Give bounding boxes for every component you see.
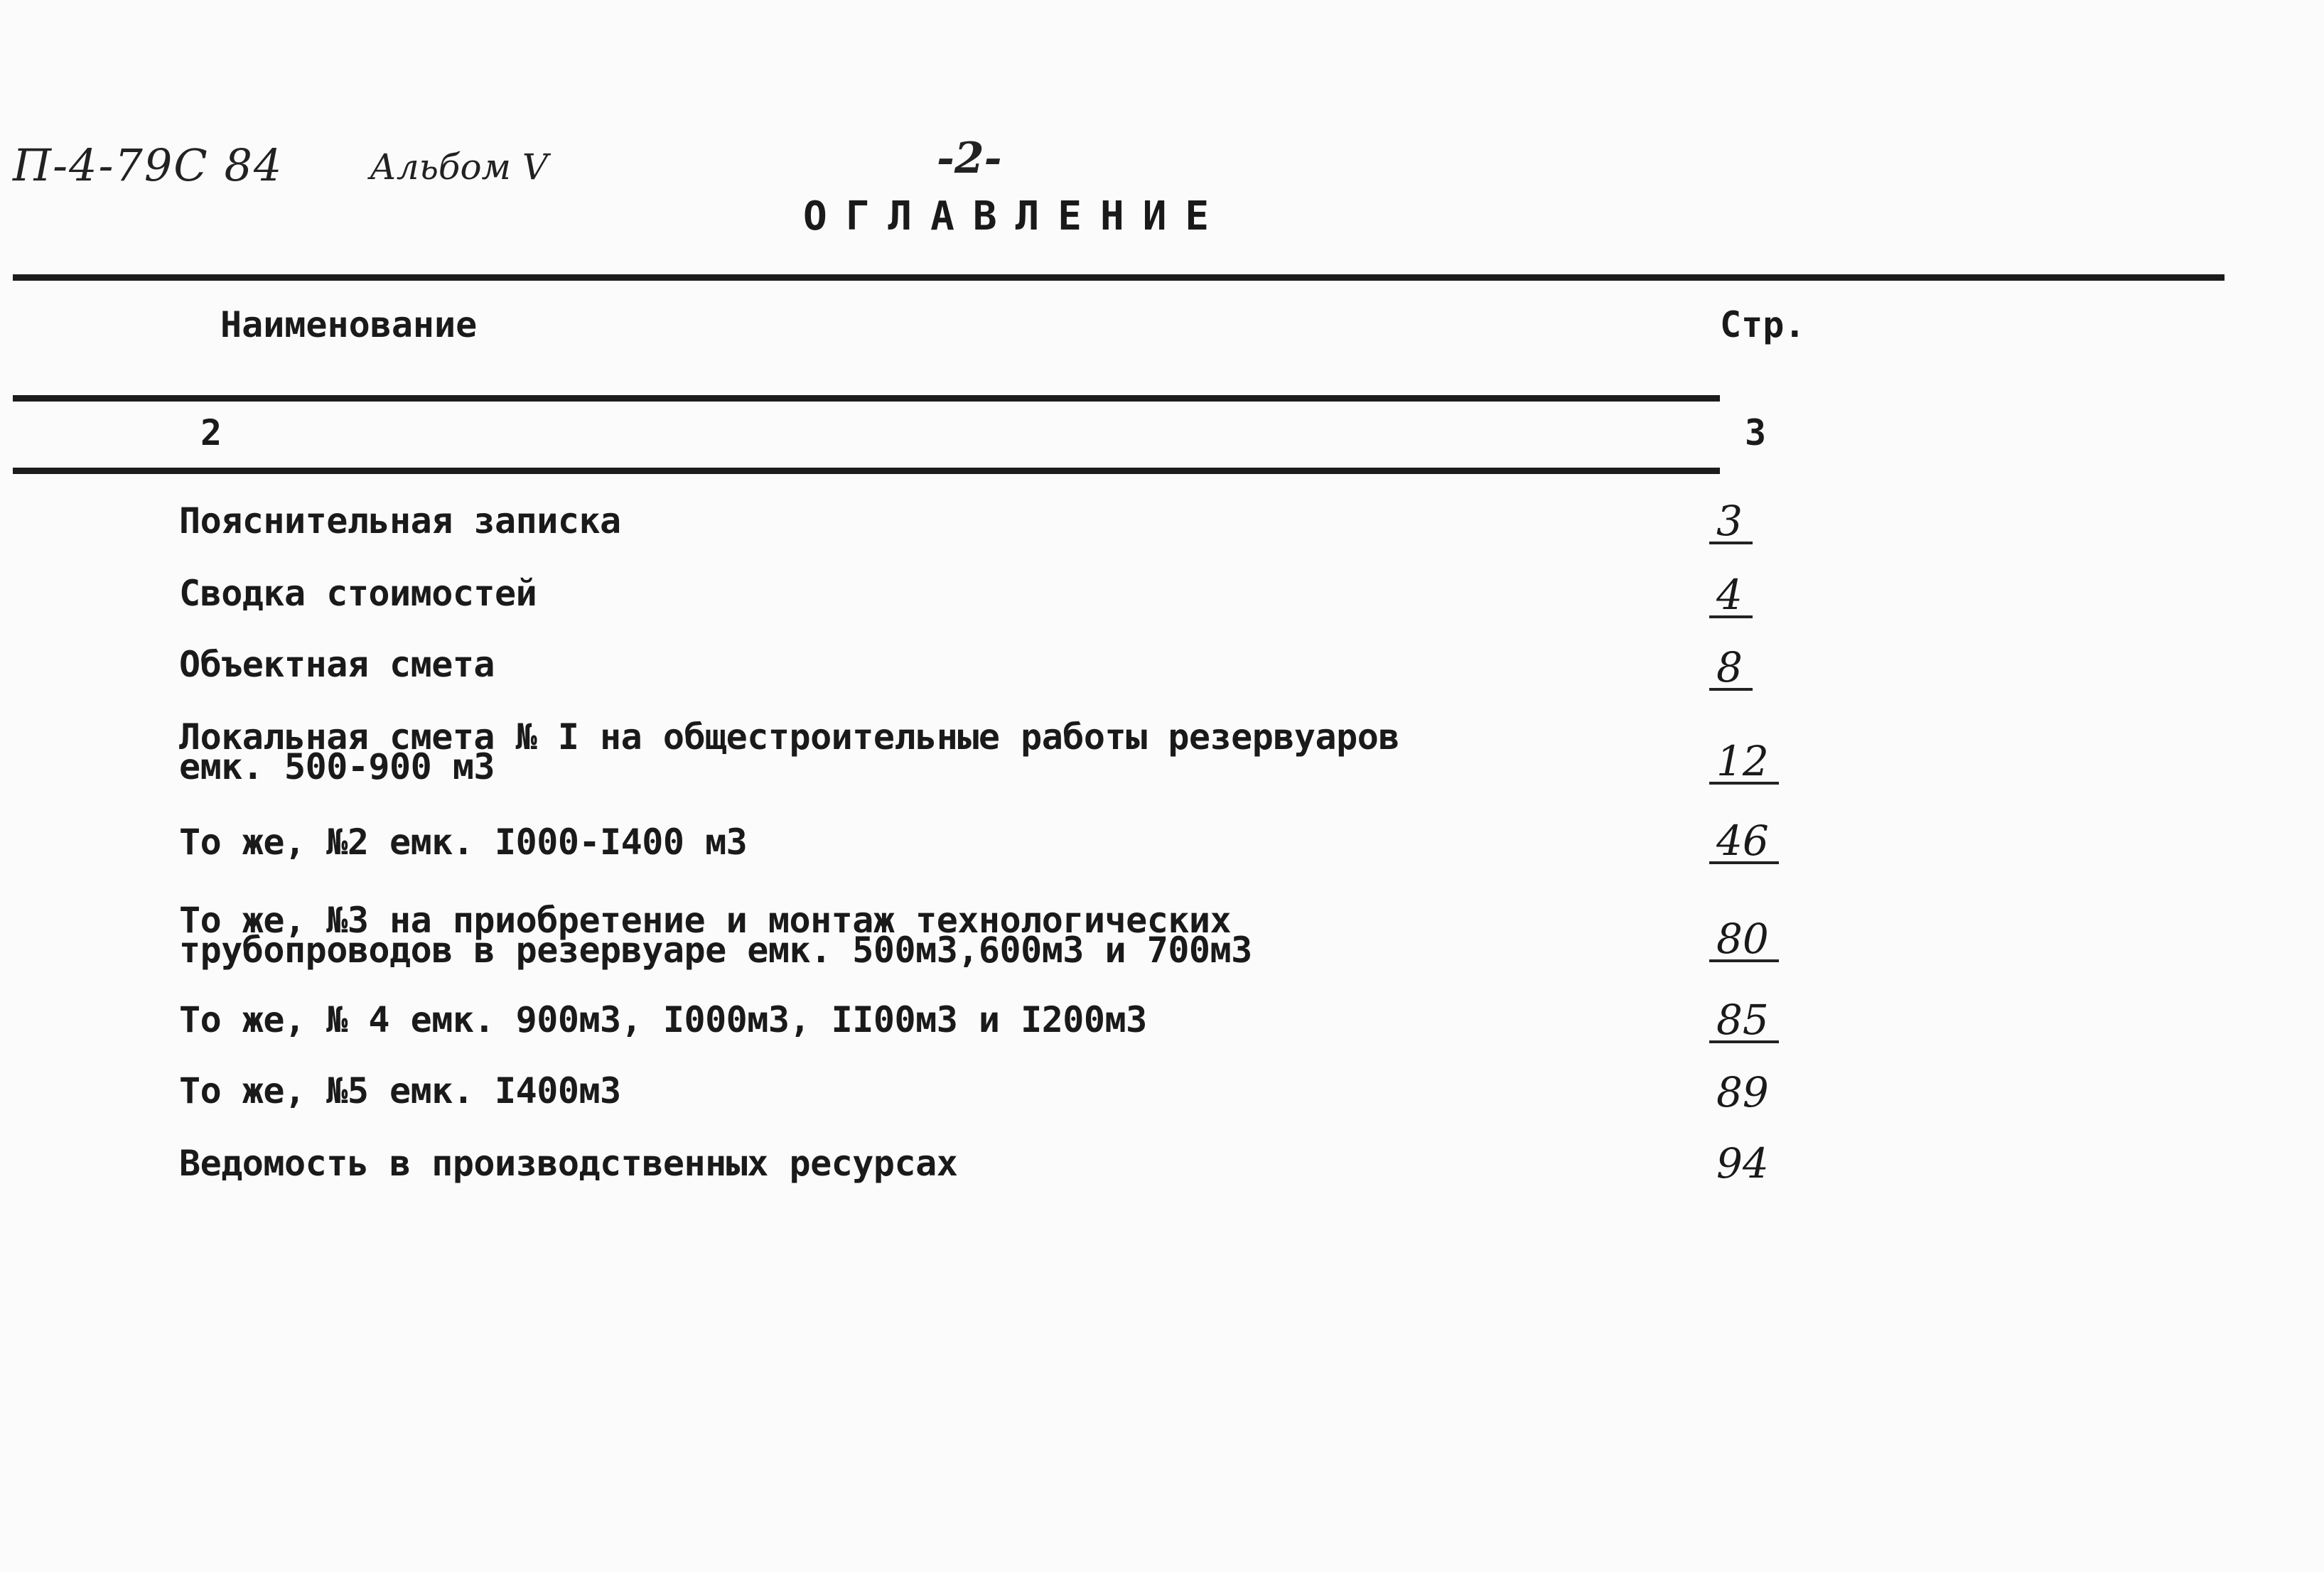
album-label: Альбом V xyxy=(370,146,549,188)
document-code: П-4-79С 84 xyxy=(13,139,284,191)
toc-entry-title: Ведомость в производственных ресурсах xyxy=(179,1143,958,1184)
toc-entry-title: То же, № 4 емк. 900м3, I000м3, II00м3 и I200м3 xyxy=(179,999,1147,1040)
column-number-name: 2 xyxy=(200,412,222,453)
table-top-rule xyxy=(13,274,2225,281)
toc-entry-page: 85 xyxy=(1709,999,1779,1043)
toc-entry-page: 46 xyxy=(1709,820,1779,864)
toc-entry-page: 8 xyxy=(1709,647,1753,691)
toc-entry-title: То же, №2 емк. I000-I400 м3 xyxy=(179,822,748,863)
column-header-page: Стр. xyxy=(1720,304,2324,1572)
toc-entry-title: Сводка стоимостей xyxy=(179,573,537,614)
toc-entry-page: 12 xyxy=(1709,741,1779,785)
toc-entry-title: То же, №3 на приобретение и монтаж технологических трубопроводов в резервуаре емк. 500м3,600м3 и 700м3 xyxy=(179,900,1252,971)
toc-entry-title: То же, №5 емк. I400м3 xyxy=(179,1070,621,1111)
page-number: -2- xyxy=(937,134,1002,183)
toc-entry-page: 3 xyxy=(1709,500,1753,544)
toc-entry-page: 94 xyxy=(1716,1139,1769,1188)
document-title: ОГЛАВЛЕНИЕ xyxy=(803,193,1228,239)
toc-entry-title: Локальная смета № I на общестроительные работы резервуаров емк. 500-900 м3 xyxy=(179,716,1399,787)
toc-entry-page: 80 xyxy=(1709,918,1779,962)
toc-entry-title: Объектная смета xyxy=(179,644,495,685)
toc-entry-title: Пояснительная записка xyxy=(179,500,621,542)
column-header-name: Наименование xyxy=(220,304,478,345)
toc-entry-page: 4 xyxy=(1709,574,1753,618)
column-number-page: 3 xyxy=(1745,412,2324,1572)
toc-entry-page: 89 xyxy=(1716,1068,1769,1116)
